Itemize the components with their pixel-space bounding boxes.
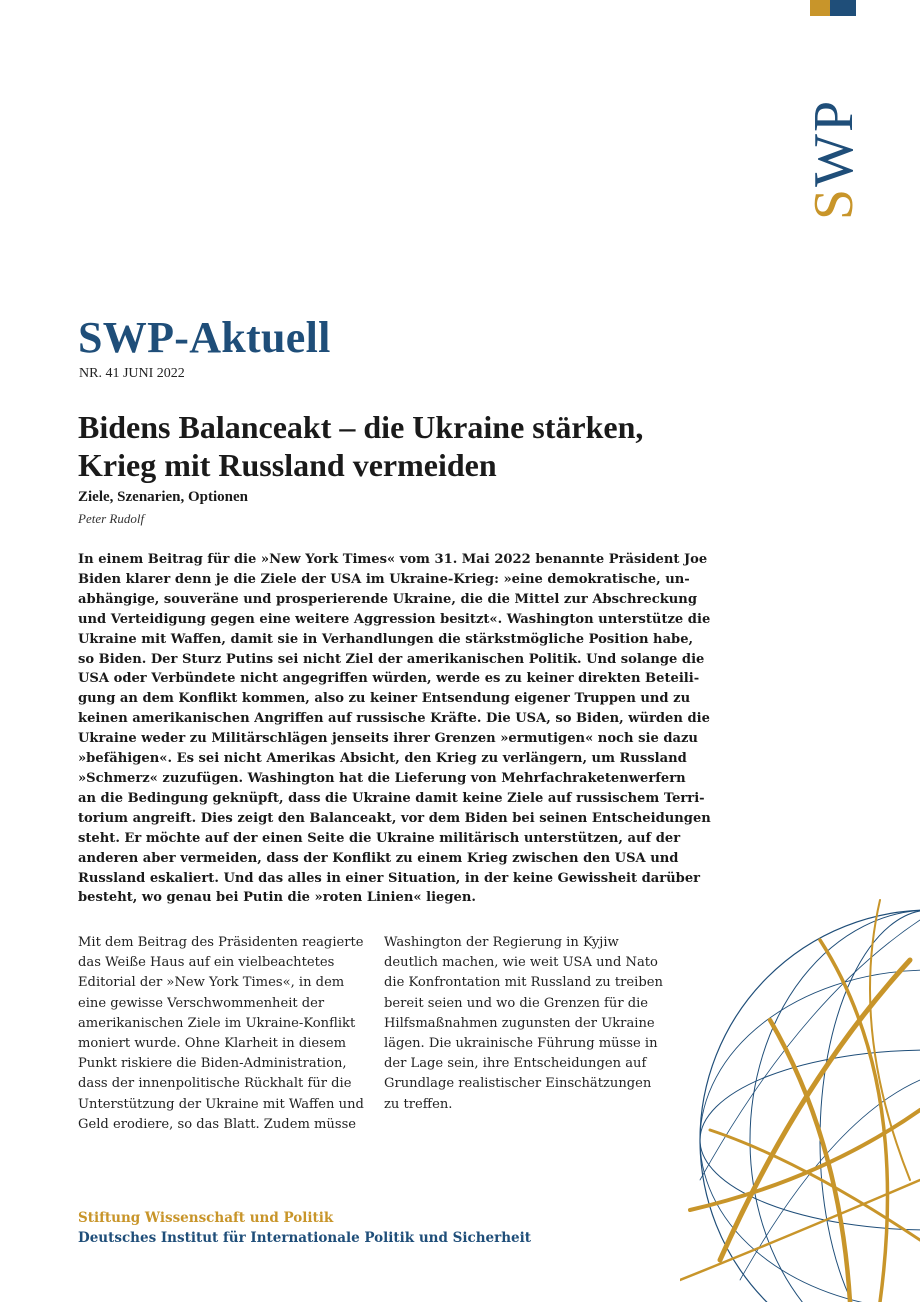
masthead-title: SWP-Aktuell xyxy=(78,313,331,362)
body-line: Punkt riskiere die Biden-Administration, xyxy=(78,1056,347,1072)
footer-institution-subtitle: Deutsches Institut für Internationale Politik und Sicherheit xyxy=(78,1230,531,1246)
swp-logo-text: SWP xyxy=(803,98,865,220)
body-line: eine gewisse Verschwommenheit der xyxy=(78,995,325,1011)
lead-line: »befähigen«. Es sei nicht Amerikas Absicht, den Krieg zu verlängern, um Russland xyxy=(78,751,687,767)
corner-accent-blue xyxy=(830,0,856,16)
body-column-right xyxy=(384,933,684,1115)
body-line: Mit dem Beitrag des Präsidenten reagierte xyxy=(78,935,364,950)
lead-line: abhängige, souveräne und prosperierende Ukraine, die die Mittel zur Abschreckung xyxy=(78,591,697,607)
lead-line: gung an dem Konflikt kommen, also zu keiner Entsendung eigener Truppen und zu xyxy=(78,691,691,707)
lead-line: und Verteidigung gegen eine weitere Aggression besitzt«. Washington unterstütze die xyxy=(78,611,711,627)
lead-paragraph xyxy=(78,550,711,908)
body-line: Hilfsmaßnahmen zugunsten der Ukraine xyxy=(384,1015,655,1031)
globe-icon xyxy=(680,880,920,1302)
lead-line: »Schmerz« zuzufügen. Washington hat die Lieferung von Mehrfachraketenwerfern xyxy=(78,770,686,786)
body-column-left xyxy=(78,933,378,1135)
body-line: das Weiße Haus auf ein vielbeachtetes xyxy=(78,955,335,971)
body-line: Geld erodiere, so das Blatt. Zudem müsse xyxy=(78,1116,357,1132)
article-author: Peter Rudolf xyxy=(78,511,145,526)
lead-line: In einem Beitrag für die »New York Times« vom 31. Mai 2022 benannte Präsident Joe xyxy=(78,552,708,567)
body-line: deutlich machen, wie weit USA und Nato xyxy=(384,955,658,971)
body-line: Grundlage realistischer Einschätzungen xyxy=(384,1076,652,1092)
article-title-line: Krieg mit Russland vermeiden xyxy=(78,447,497,483)
corner-accent-gold xyxy=(810,0,830,16)
lead-line: Russland eskaliert. Und das alles in einer Situation, in der keine Gewissheit darüber xyxy=(78,870,701,886)
lead-line: Ukraine weder zu Militärschlägen jenseits ihrer Grenzen »ermutigen« noch sie dazu xyxy=(78,731,698,747)
body-line: der Lage sein, ihre Entscheidungen auf xyxy=(384,1056,647,1072)
body-line: zu treffen. xyxy=(384,1096,453,1112)
body-line: Editorial der »New York Times«, in dem xyxy=(78,975,345,991)
lead-line: steht. Er möchte auf der einen Seite die Ukraine militärisch unterstützen, auf der xyxy=(78,830,681,846)
article-title-line: Bidens Balanceakt – die Ukraine stärken, xyxy=(78,409,644,445)
lead-line: anderen aber vermeiden, dass der Konflikt zu einem Krieg zwischen den USA und xyxy=(78,850,679,866)
lead-line: Biden klarer denn je die Ziele der USA im Ukraine-Krieg: »eine demokratische, un- xyxy=(78,571,690,587)
lead-line: keinen amerikanischen Angriffen auf russische Kräfte. Die USA, so Biden, würden die xyxy=(78,711,710,727)
body-line: amerikanischen Ziele im Ukraine-Konflikt xyxy=(78,1015,356,1031)
lead-line: torium angreift. Dies zeigt den Balanceakt, vor dem Biden bei seinen Entscheidungen xyxy=(78,810,711,826)
article-title xyxy=(78,408,718,484)
footer-institution: Stiftung Wissenschaft und Politik xyxy=(78,1210,334,1226)
body-line: moniert wurde. Ohne Klarheit in diesem xyxy=(78,1036,347,1052)
lead-line: an die Bedingung geknüpft, dass die Ukraine damit keine Ziele auf russischem Terri- xyxy=(78,790,705,806)
article-subtitle: Ziele, Szenarien, Optionen xyxy=(78,489,248,505)
body-line: Washington der Regierung in Kyjiw xyxy=(384,935,619,950)
body-line: dass der innenpolitische Rückhalt für die xyxy=(78,1076,352,1092)
issue-number: NR. 41 JUNI 2022 xyxy=(79,366,185,381)
body-line: die Konfrontation mit Russland zu treiben xyxy=(384,975,663,991)
body-line: bereit seien und wo die Grenzen für die xyxy=(384,995,649,1011)
body-line: Unterstützung der Ukraine mit Waffen und xyxy=(78,1096,364,1112)
body-line: lägen. Die ukrainische Führung müsse in xyxy=(384,1036,658,1052)
lead-line: besteht, wo genau bei Putin die »roten Linien« liegen. xyxy=(78,890,476,906)
lead-line: Ukraine mit Waffen, damit sie in Verhandlungen die stärkstmögliche Position habe, xyxy=(78,631,694,647)
swp-logo xyxy=(790,60,880,240)
lead-line: USA oder Verbündete nicht angegriffen würden, werde es zu keiner direkten Beteili- xyxy=(78,671,700,687)
lead-line: so Biden. Der Sturz Putins sei nicht Ziel der amerikanischen Politik. Und solange die xyxy=(78,651,705,667)
